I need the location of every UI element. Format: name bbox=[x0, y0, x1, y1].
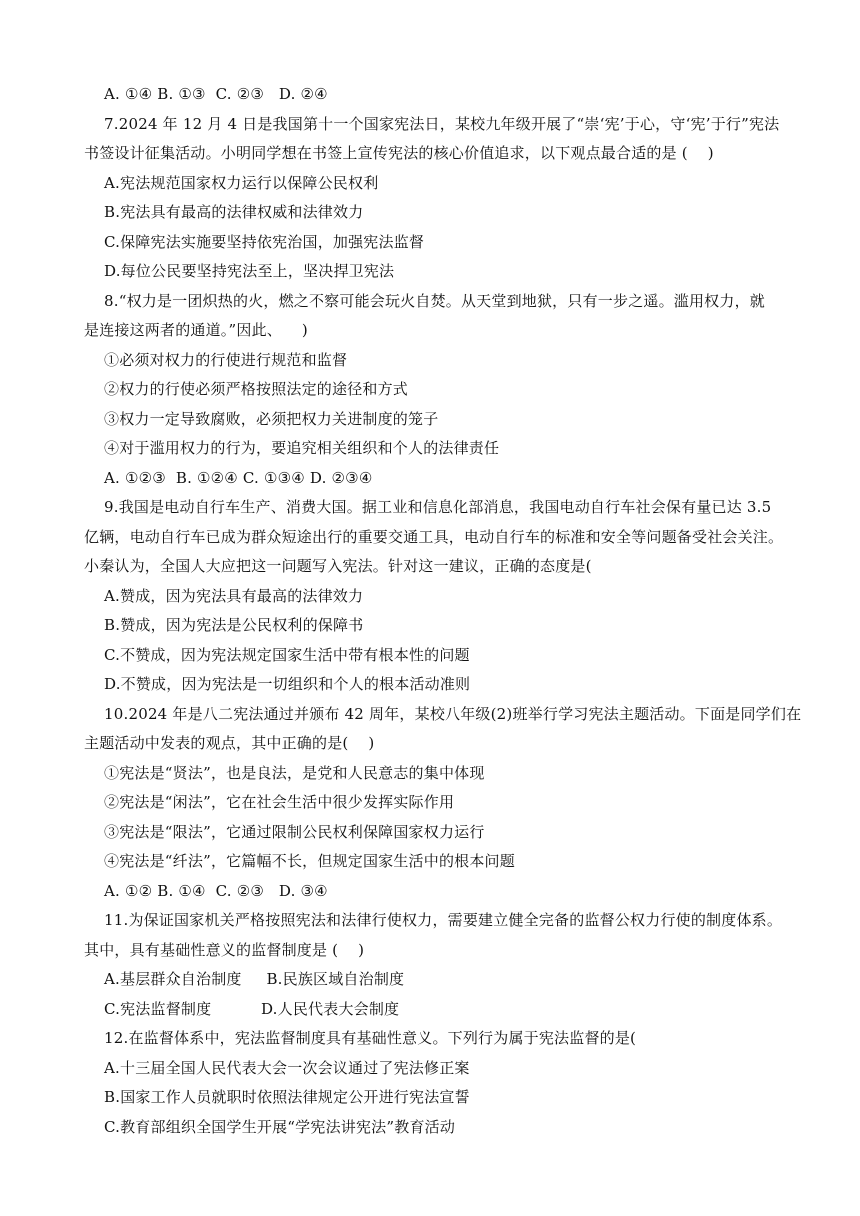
q12-option-c: C.教育部组织全国学生开展“学宪法讲宪法”教育活动 bbox=[104, 1118, 456, 1136]
q11-options-cd: C.宪法监督制度 D.人民代表大会制度 bbox=[104, 1000, 400, 1018]
q9-option-a: A.赞成，因为宪法具有最高的法律效力 bbox=[104, 587, 364, 605]
q10-stem-line2: 主题活动中发表的观点，其中正确的是( ) bbox=[84, 734, 375, 752]
q7-option-b: B.宪法具有最高的法律权威和法律效力 bbox=[104, 203, 364, 221]
q9-option-d: D.不赞成，因为宪法是一切组织和个人的根本活动准则 bbox=[104, 675, 471, 693]
q7-stem-line1: 7.2024 年 12 月 4 日是我国第十一个国家宪法日，某校九年级开展了“崇‘宪’于心，守‘宪’于行”宪法 bbox=[104, 115, 780, 133]
q7-option-c: C.保障宪法实施要坚持依宪治国，加强宪法监督 bbox=[104, 233, 425, 251]
q12-stem: 12.在监督体系中，宪法监督制度具有基础性意义。下列行为属于宪法监督的是( bbox=[104, 1029, 637, 1047]
q7-stem-line2: 书签设计征集活动。小明同学想在书签上宣传宪法的核心价值追求，以下观点最合适的是 ( ) bbox=[84, 144, 714, 162]
q10-statement-2: ②宪法是“闲法”，它在社会生活中很少发挥实际作用 bbox=[104, 793, 455, 811]
q12-option-a: A.十三届全国人民代表大会一次会议通过了宪法修正案 bbox=[104, 1059, 470, 1077]
q11-stem-line2: 其中，具有基础性意义的监督制度是 ( ) bbox=[84, 941, 365, 959]
q11-options-ab: A.基层群众自治制度 B.民族区域自治制度 bbox=[104, 970, 405, 988]
q8-statement-1: ①必须对权力的行使进行规范和监督 bbox=[104, 351, 348, 369]
q8-stem-line2: 是连接这两者的通道。”因此、 ) bbox=[84, 321, 308, 339]
q8-stem-line1: 8.“权力是一团炽热的火，燃之不察可能会玩火自焚。从天堂到地狱，只有一步之遥。滥用权力，就 bbox=[104, 292, 765, 310]
q9-stem-line1: 9.我国是电动自行车生产、消费大国。据工业和信息化部消息，我国电动自行车社会保有量已达 3.5 bbox=[104, 498, 772, 516]
q9-stem-line2: 亿辆，电动自行车已成为群众短途出行的重要交通工具，电动自行车的标准和安全等问题备受社会关注。 bbox=[84, 528, 784, 546]
q9-option-b: B.赞成，因为宪法是公民权利的保障书 bbox=[104, 616, 364, 634]
q10-statement-3: ③宪法是“限法”，它通过限制公民权利保障国家权力运行 bbox=[104, 823, 485, 841]
q7-option-a: A.宪法规范国家权力运行以保障公民权利 bbox=[104, 174, 379, 192]
q8-statement-2: ②权力的行使必须严格按照法定的途径和方式 bbox=[104, 380, 409, 398]
q10-options: A. ①② B. ①④ C. ②③ D. ③④ bbox=[104, 882, 328, 900]
q10-stem-line1: 10.2024 年是八二宪法通过并颁布 42 周年，某校八年级(2)班举行学习宪法主题活动。下面是同学们在 bbox=[104, 705, 802, 723]
q8-statement-3: ③权力一定导致腐败，必须把权力关进制度的笼子 bbox=[104, 410, 439, 428]
q9-stem-line3: 小秦认为，全国人大应把这一问题写入宪法。针对这一建议，正确的态度是( bbox=[84, 557, 592, 575]
q6-options: A. ①④ B. ①③ C. ②③ D. ②④ bbox=[104, 85, 328, 103]
q12-option-b: B.国家工作人员就职时依照法律规定公开进行宪法宣誓 bbox=[104, 1088, 470, 1106]
q8-options: A. ①②③ B. ①②④ C. ①③④ D. ②③④ bbox=[104, 469, 373, 487]
q9-option-c: C.不赞成，因为宪法规定国家生活中带有根本性的问题 bbox=[104, 646, 470, 664]
q10-statement-1: ①宪法是“贤法”，也是良法，是党和人民意志的集中体现 bbox=[104, 764, 485, 782]
q8-statement-4: ④对于滥用权力的行为，要追究相关组织和个人的法律责任 bbox=[104, 439, 500, 457]
q7-option-d: D.每位公民要坚持宪法至上，坚决捍卫宪法 bbox=[104, 262, 395, 280]
q11-stem-line1: 11.为保证国家机关严格按照宪法和法律行使权力，需要建立健全完备的监督公权力行使的制度体系。 bbox=[104, 911, 783, 929]
q10-statement-4: ④宪法是“纤法”，它篇幅不长，但规定国家生活中的根本问题 bbox=[104, 852, 515, 870]
